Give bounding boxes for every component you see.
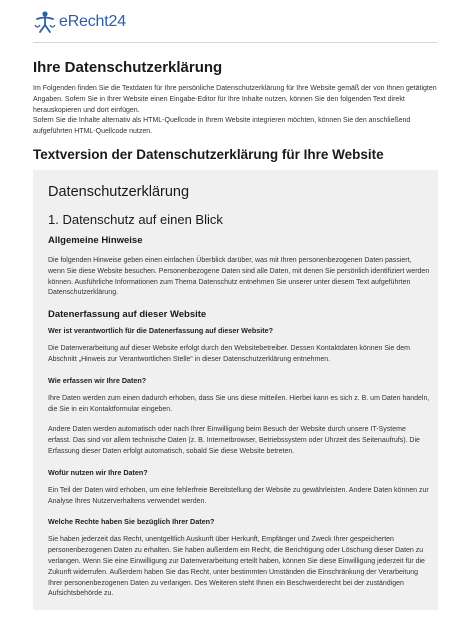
general-notes-title: Allgemeine Hinweise xyxy=(48,235,143,246)
page-title: Ihre Datenschutzerklärung xyxy=(33,59,223,76)
section-1-title: 1. Datenschutz auf einen Blick xyxy=(48,212,223,227)
header-divider xyxy=(33,42,437,43)
scales-person-icon xyxy=(33,10,57,34)
erecht24-logo xyxy=(33,9,126,35)
data-collection-title: Datenerfassung auf dieser Website xyxy=(48,309,207,321)
answer-rights: Sie haben jederzeit das Recht, unentgeltlich Auskunft über Herkunft, Empfänger und Zweck Ihrer gespeicherten personenbezogenen Daten zu erhalten. Sie haben außerdem ein Recht, die Berichtigung oder Löschung dieser Daten zu verlangen. Wenn Sie eine Einwilligung zur Datenverarbeitung erteilt haben, können Sie diese Einwilligung jederzeit für die Zukunft widerrufen. Außerdem haben Sie das Recht, unter bestimmten Umständen die Einschränkung der Verarbeitung Ihrer personenbezogenen Daten zu verlangen. Des Weiteren steht Ihnen ein Beschwerderecht bei der zuständigen Aufsichtsbehörde zu. xyxy=(48,536,425,598)
intro-text xyxy=(33,84,443,138)
question-responsible: Wer ist verantwortlich für die Datenerfassung auf dieser Website? xyxy=(48,326,273,336)
question-rights: Welche Rechte haben Sie bezüglich Ihrer Daten? xyxy=(48,517,215,527)
logo-text: eRecht24 xyxy=(59,13,126,30)
intro-paragraph: Im Folgenden finden Sie die Textdaten für Ihre persönliche Datenschutzerklärung für Ihre Website gemäß der von Ihnen getätigten Angaben. Sofern Sie in Ihrer Website einen Eingabe-Editor für Ihre Inhalte nutzen, können Sie den folgenden Text direkt herauskopieren und dort einfügen. xyxy=(33,85,437,114)
policy-text-box xyxy=(33,170,438,610)
section-heading: Textversion der Datenschutzerklärung für Ihre Website xyxy=(33,147,384,162)
answer-how-collect-2: Andere Daten werden automatisch oder nach Ihrer Einwilligung beim Besuch der Website durch unsere IT-Systeme erfasst. Das sind vor allem technische Daten (z. B. Internetbrowser, Betriebssystem oder Uhrzeit des Seitenaufrufs). Die Erfassung dieser Daten erfolgt automatisch, sobald Sie diese Website betreten. xyxy=(48,426,420,455)
general-notes-text: Die folgenden Hinweise geben einen einfachen Überblick darüber, was mit Ihren personenbezogenen Daten passiert, wenn Sie diese Website besuchen. Personenbezogene Daten sind alle Daten, mit denen Sie persönlich identifiziert werden können. Ausführliche Informationen zum Thema Datenschutz entnehmen Sie unserer unter diesem Text aufgeführten Datenschutzerklärung. xyxy=(48,257,430,297)
answer-responsible: Die Datenverarbeitung auf dieser Website erfolgt durch den Websitebetreiber. Dessen Kontaktdaten können Sie dem Abschnitt „Hinweis zur Verantwortlichen Stelle“ in dieser Datenschutzerklärung entnehmen. xyxy=(48,345,411,363)
answer-usage: Ein Teil der Daten wird erhoben, um eine fehlerfreie Bereitstellung der Website zu gewährleisten. Andere Daten können zur Analyse Ihres Nutzerverhaltens verwendet werden. xyxy=(48,486,429,505)
answer-how-collect-1: Ihre Daten werden zum einen dadurch erhoben, dass Sie uns diese mitteilen. Hierbei kann es sich z. B. um Daten handeln, die Sie in ein Kontaktformular eingeben. xyxy=(48,394,430,413)
policy-title: Datenschutzerklärung xyxy=(48,184,190,200)
question-usage: Wofür nutzen wir Ihre Daten? xyxy=(48,467,148,477)
intro-paragraph: Sofern Sie die Inhalte alternativ als HTML-Quellcode in Ihrem Website integrieren möchten, können Sie den anschließend aufgeführten HTML-Quellcode nutzen. xyxy=(33,117,411,136)
question-how-collect: Wie erfassen wir Ihre Daten? xyxy=(48,375,147,385)
